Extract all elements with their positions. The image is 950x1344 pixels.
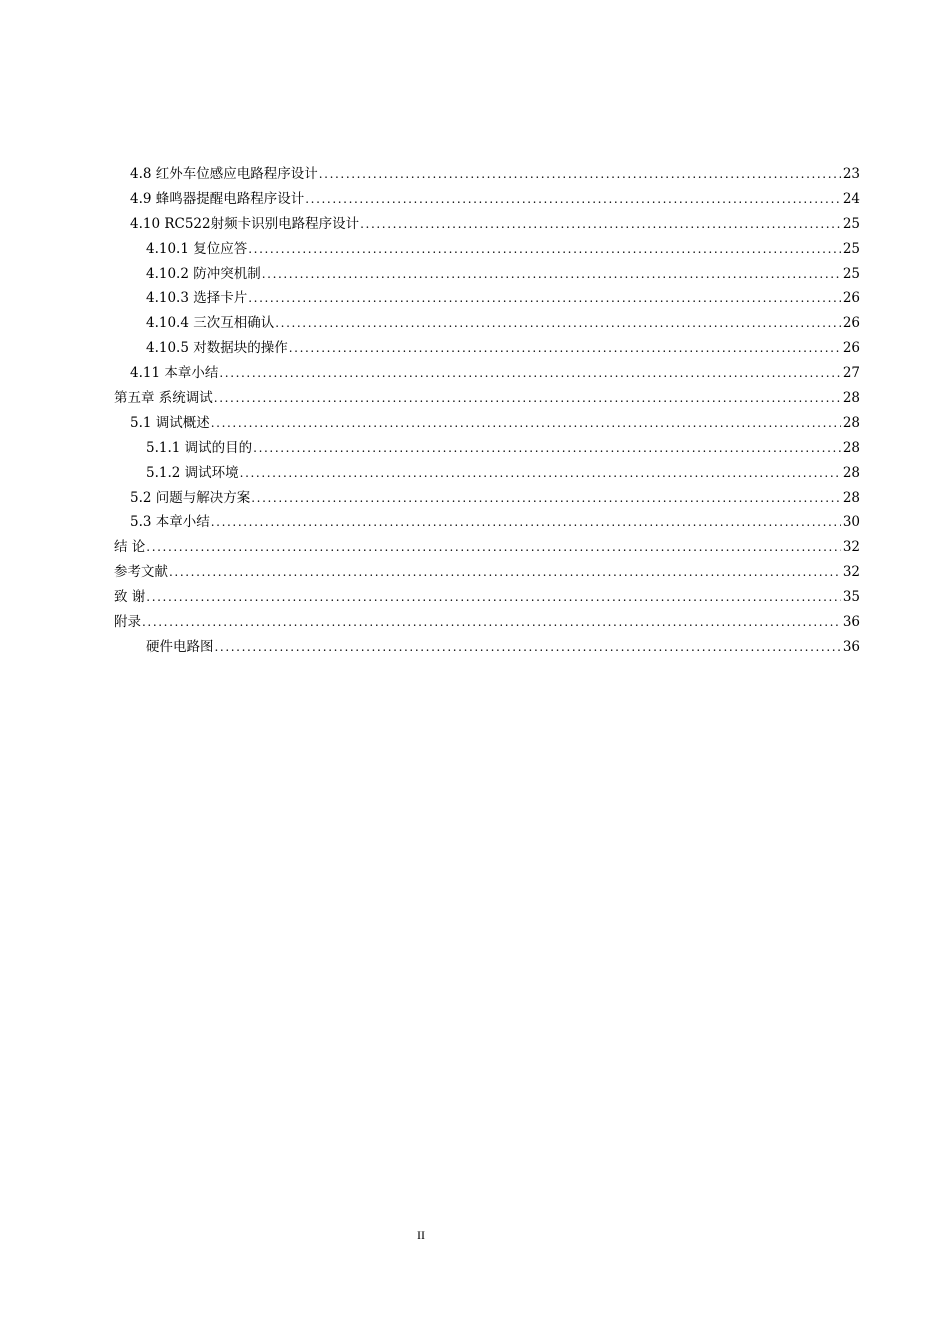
toc-entry-page: 25 bbox=[842, 240, 860, 257]
toc-leader-dots bbox=[146, 585, 841, 610]
toc-leader-dots bbox=[240, 461, 841, 486]
toc-entry-page: 23 bbox=[842, 166, 860, 182]
toc-entry[interactable] bbox=[114, 237, 860, 262]
toc-entry[interactable] bbox=[114, 162, 860, 187]
toc-entry-page: 26 bbox=[842, 315, 860, 332]
toc-entry[interactable] bbox=[114, 361, 860, 386]
toc-entry-label: 4.9 蜂鸣器提醒电路程序设计 bbox=[130, 190, 305, 207]
toc-leader-dots bbox=[142, 610, 841, 635]
toc-entry-page: 25 bbox=[842, 265, 860, 282]
toc-entry-page: 36 bbox=[842, 638, 860, 655]
toc-leader-dots bbox=[219, 361, 841, 386]
toc-entry-label: 第五章 系统调试 bbox=[114, 390, 213, 407]
toc-entry-label: 5.1.2 调试环境 bbox=[146, 464, 239, 481]
toc-entry[interactable] bbox=[114, 411, 860, 436]
toc-entry-label: 4.10 RC522射频卡识别电路程序设计 bbox=[130, 215, 360, 232]
toc-leader-dots bbox=[319, 162, 841, 187]
toc-leader-dots bbox=[215, 635, 842, 660]
toc-entry-label: 结 论 bbox=[114, 539, 146, 556]
toc-entry-label: 参考文献 bbox=[114, 564, 168, 581]
toc-entry[interactable] bbox=[114, 336, 860, 361]
toc-entry-page: 28 bbox=[842, 439, 860, 456]
toc-leader-dots bbox=[262, 262, 841, 287]
toc-entry-label: 4.10.3 选择卡片 bbox=[146, 290, 248, 307]
toc-entry[interactable] bbox=[114, 436, 860, 461]
toc-entry[interactable] bbox=[114, 486, 860, 511]
toc-entry-label: 4.10.4 三次互相确认 bbox=[146, 315, 275, 332]
toc-entry-label: 5.3 本章小结 bbox=[130, 514, 210, 531]
toc-entry-page: 28 bbox=[842, 489, 860, 506]
toc-entry[interactable] bbox=[114, 610, 860, 635]
toc-entry-page: 35 bbox=[842, 589, 860, 606]
toc-entry[interactable] bbox=[114, 262, 860, 287]
toc-entry-page: 32 bbox=[842, 539, 860, 556]
toc-leader-dots bbox=[360, 212, 841, 237]
toc-entry-label: 4.10.1 复位应答 bbox=[146, 240, 248, 257]
toc-leader-dots bbox=[248, 237, 841, 262]
toc-entry[interactable] bbox=[114, 560, 860, 585]
toc-leader-dots bbox=[146, 535, 841, 560]
toc-entry-page: 28 bbox=[842, 414, 860, 431]
toc-entry[interactable] bbox=[114, 635, 860, 660]
toc-entry-label: 5.2 问题与解决方案 bbox=[130, 489, 251, 506]
toc-leader-dots bbox=[275, 311, 841, 336]
toc-entry-page: 36 bbox=[842, 614, 860, 631]
toc-entry[interactable] bbox=[114, 535, 860, 560]
toc-entry-page: 30 bbox=[842, 514, 860, 531]
toc-entry[interactable] bbox=[114, 212, 860, 237]
toc-entry[interactable] bbox=[114, 187, 860, 212]
toc-entry-page: 26 bbox=[842, 340, 860, 357]
toc-entry-label: 5.1.1 调试的目的 bbox=[146, 439, 253, 456]
toc-leader-dots bbox=[248, 286, 841, 311]
toc-entry-page: 27 bbox=[842, 365, 860, 382]
toc-entry-label: 致 谢 bbox=[114, 589, 146, 606]
toc-entry-page: 24 bbox=[842, 190, 860, 207]
toc-entry[interactable] bbox=[114, 286, 860, 311]
toc-entry-page: 28 bbox=[842, 464, 860, 481]
toc-leader-dots bbox=[211, 510, 841, 535]
toc-leader-dots bbox=[253, 436, 841, 461]
toc-leader-dots bbox=[169, 560, 841, 585]
toc-leader-dots bbox=[211, 411, 841, 436]
toc-entry-label: 4.8 红外车位感应电路程序设计 bbox=[130, 166, 318, 182]
toc-entry-page: 25 bbox=[842, 215, 860, 232]
toc-entry-label: 4.10.5 对数据块的操作 bbox=[146, 340, 288, 357]
toc-entry[interactable] bbox=[114, 461, 860, 486]
toc-entry-page: 26 bbox=[842, 290, 860, 307]
toc-entry-label: 5.1 调试概述 bbox=[130, 414, 210, 431]
toc-entry-page: 32 bbox=[842, 564, 860, 581]
toc-entry-label: 4.10.2 防冲突机制 bbox=[146, 265, 261, 282]
toc-leader-dots bbox=[289, 336, 841, 361]
toc-leader-dots bbox=[305, 187, 841, 212]
toc-entry-label: 硬件电路图 bbox=[146, 638, 214, 655]
toc-entry[interactable] bbox=[114, 585, 860, 610]
toc-entry[interactable] bbox=[114, 311, 860, 336]
toc-entry[interactable] bbox=[114, 510, 860, 535]
toc-entry-label: 附录 bbox=[114, 614, 141, 631]
toc-entry[interactable] bbox=[114, 386, 860, 411]
page-number: II bbox=[417, 1228, 425, 1242]
toc-entry-page: 28 bbox=[842, 390, 860, 407]
toc-entry-label: 4.11 本章小结 bbox=[130, 365, 219, 382]
toc-leader-dots bbox=[214, 386, 841, 411]
toc-leader-dots bbox=[251, 486, 841, 511]
table-of-contents bbox=[114, 162, 860, 660]
